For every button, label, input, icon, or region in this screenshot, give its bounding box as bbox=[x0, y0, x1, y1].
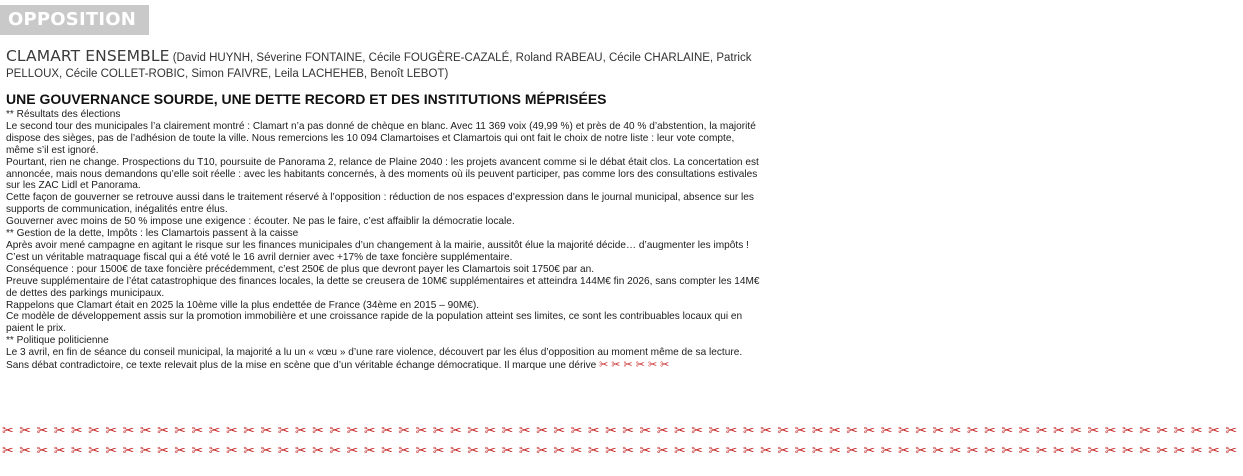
group-members: (David HUYNH, Séverine FONTAINE, Cécile FOUGÈRE-CAZALÉ, Roland RABEAU, Cécile CHARLAINE, Patrick PELLOUX, Cécile COLLET-ROBIC, Simon FAIVRE, Leila LACHEHEB, Benoît LEBOT) bbox=[6, 52, 752, 80]
paragraph-text: Le 3 avril, en fin de séance du conseil municipal, la majorité a lu un « vœu » d’une rare violence, découvert par les élus d’opposition au moment même de sa lecture. Sans débat contradictoire, ce texte relevait plus de la mise en scène que d’un véritable échange démocratique. Il marque une dérive bbox=[6, 347, 743, 372]
section-heading-dette: ** Gestion de la dette, Impôts : les Clamartois passent à la caisse bbox=[6, 228, 299, 240]
scissors-icon-row: ✂✂✂✂✂✂✂✂✂✂✂✂✂✂✂✂✂✂✂✂✂✂✂✂✂✂✂✂✂✂✂✂✂✂✂✂✂✂✂✂✂✂✂✂✂✂✂✂✂✂✂✂✂✂✂✂✂✂✂✂✂✂✂✂✂✂✂✂✂✂✂✂ bbox=[2, 423, 1243, 439]
paragraph: Après avoir mené campagne en agitant le risque sur les finances municipales d’un changement à la mairie, aussitôt élue la majorité décide… d’augmenter les impôts ! bbox=[6, 239, 749, 251]
article-headline: UNE GOUVERNANCE SOURDE, UNE DETTE RECORD ET DES INSTITUTIONS MÉPRISÉES bbox=[6, 91, 607, 107]
paragraph: Gouverner avec moins de 50 % impose une exigence : écouter. Ne pas le faire, c’est affaiblir la démocratie locale. bbox=[6, 216, 515, 228]
censor-block bbox=[2, 421, 1243, 461]
paragraph: C’est un véritable matraquage fiscal qui a été voté le 16 avril dernier avec +17% de taxe foncière supplémentaire. bbox=[6, 251, 513, 263]
paragraph: Cette façon de gouverner se retrouve aussi dans le traitement réservé à l’opposition : réduction de nos espaces d’expression dans le journal municipal, absence sur les supports de communication, inégalités entre élus. bbox=[6, 192, 754, 216]
paragraph: Ce modèle de développement assis sur la promotion immobilière et une croissance rapide de la population atteint ses limites, ce sont les contribuables locaux qui en paient le prix. bbox=[6, 311, 743, 335]
article-body bbox=[6, 109, 762, 372]
scissors-icon: ✂✂✂✂✂✂ bbox=[599, 358, 673, 372]
group-heading bbox=[6, 48, 762, 82]
section-banner bbox=[0, 5, 149, 35]
paragraph: Conséquence : pour 1500€ de taxe foncière précédemment, c’est 250€ de plus que devront payer les Clamartois soit 1750€ par an. bbox=[6, 263, 595, 275]
paragraph: Rappelons que Clamart était en 2025 la 10ème ville la plus endettée de France (34ème en 2015 – 90M€). bbox=[6, 299, 480, 311]
scissors-icon-row: ✂✂✂✂✂✂✂✂✂✂✂✂✂✂✂✂✂✂✂✂✂✂✂✂✂✂✂✂✂✂✂✂✂✂✂✂✂✂✂✂✂✂✂✂✂✂✂✂✂✂✂✂✂✂✂✂✂✂✂✂✂✂✂✂✂✂✂✂✂✂✂✂ bbox=[2, 443, 1243, 459]
paragraph: Le second tour des municipales l’a clairement montré : Clamart n’a pas donné de chèque en blanc. Avec 11 369 voix (49,99 %) et près de 40 % d’abstention, la majorité dispose des sièges, pas de l’adhésion de toute la ville. Nous remercions les 10 094 Clamartoises et Clamartois qui ont fait le choix de notre liste : leur vote compte, même s’il est ignoré. bbox=[6, 120, 756, 156]
group-name: CLAMART ENSEMBLE bbox=[6, 47, 170, 65]
banner-label: OPPOSITION bbox=[8, 9, 136, 30]
paragraph-censored bbox=[6, 347, 762, 372]
section-heading-elections: ** Résultats des élections bbox=[6, 109, 121, 120]
paragraph: Preuve supplémentaire de l’état catastrophique des finances locales, la dette se creusera de 10M€ supplémentaires et atteindra 144M€ fin 2026, sans compter les 14M€ de dettes des parkings municipaux. bbox=[6, 275, 760, 299]
paragraph: Pourtant, rien ne change. Prospections du T10, poursuite de Panorama 2, relance de Plaine 2040 : les projets avancent comme si le débat était clos. La concertation est annoncée, mais nous demandons qu’elle soit réelle : avec les habitants concernés, à des moments où ils peuvent participer, pas comme lors des consultations estivales sur les ZAC Lidl et Panorama. bbox=[6, 156, 759, 192]
section-heading-politique: ** Politique politicienne bbox=[6, 335, 109, 347]
